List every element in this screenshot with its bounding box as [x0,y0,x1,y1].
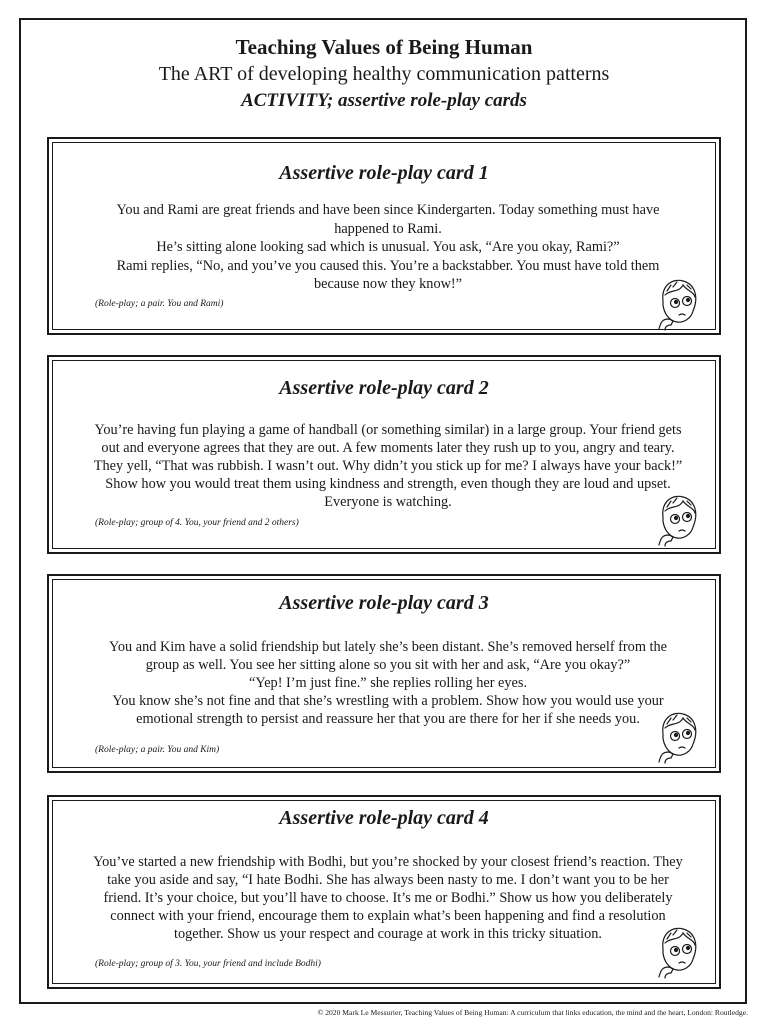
thinking-face-icon [653,708,701,764]
card-paragraph: Rami replies, “No, and you’ve you caused this. You’re a backstabber. You must have told them because now they know!” [116,257,660,292]
card-body [93,853,683,943]
thinking-face-icon [653,275,701,331]
card-body [93,421,683,511]
card-body [93,201,683,294]
card-inner-border [52,360,716,549]
card-role-play-note: (Role-play; a pair. You and Rami) [95,299,224,309]
card-paragraph: You’ve started a new friendship with Bodhi, but you’re shocked by your closest friend’s reaction. They take you aside and say, “I hate Bodhi. She has always been nasty to me. I don’t want you to be her friend. It’s your choice, but you’ll have to choose. It’s me or Bodhi.” Show us how you deliberately connect with your friend, encourage them to explain what’s been happening and find a resolution together. Show us your respect and courage at work in this tricky situation. [93,854,683,942]
card-inner-border [52,800,716,984]
thinking-face-icon [653,923,701,979]
thinking-face-icon [653,491,701,547]
role-play-card-1 [47,137,721,335]
card-title: Assertive role-play card 1 [279,162,489,184]
card-role-play-note: (Role-play; group of 3. You, your friend and include Bodhi) [95,959,321,969]
card-inner-border [52,142,716,330]
card-title: Assertive role-play card 3 [279,592,489,614]
role-play-card-2 [47,355,721,554]
card-inner-border [52,579,716,768]
card-title: Assertive role-play card 4 [279,807,489,829]
page-title: Teaching Values of Being Human [235,35,533,59]
role-play-card-3 [47,574,721,773]
card-paragraph: He’s sitting alone looking sad which is unusual. You ask, “Are you okay, Rami?” [156,239,620,255]
card-paragraph: You and Kim have a solid friendship but lately she’s been distant. She’s removed herself from the group as well. You see her sitting alone so you sit with her and ask, “Are you okay?” [108,639,667,673]
card-paragraph: You’re having fun playing a game of handball (or something similar) in a large group. Your friend gets out and everyone agrees that they are out. A few moments later they rush up to you, angry and teary. They yell, “That was rubbish. I wasn’t out. Why didn’t you stick up for me? I always have your back!” Show how you would treat them using kindness and strength, even though they are loud and upset. Everyone is watching. [93,422,683,510]
card-role-play-note: (Role-play; group of 4. You, your friend and 2 others) [95,518,299,528]
card-title: Assertive role-play card 2 [279,377,489,399]
page-header [0,34,768,114]
card-role-play-note: (Role-play; a pair. You and Kim) [95,745,220,755]
card-body [93,638,683,728]
page-subtitle: The ART of developing healthy communication patterns [158,63,610,85]
copyright-footer: © 2020 Mark Le Messurier, Teaching Values of Being Human: A curriculum that links education, the mind and the heart, London: Routledge. [317,1008,748,1017]
activity-heading: ACTIVITY; assertive role-play cards [241,90,527,111]
card-paragraph: You and Rami are great friends and have been since Kindergarten. Today something must have happened to Rami. [116,202,660,237]
role-play-card-4 [47,795,721,989]
card-paragraph: “Yep! I’m just fine.” she replies rolling her eyes. [248,675,528,691]
card-paragraph: You know she’s not fine and that she’s wrestling with a problem. Show how you would use your emotional strength to persist and reassure her that you are there for her if she needs you. [112,693,664,727]
